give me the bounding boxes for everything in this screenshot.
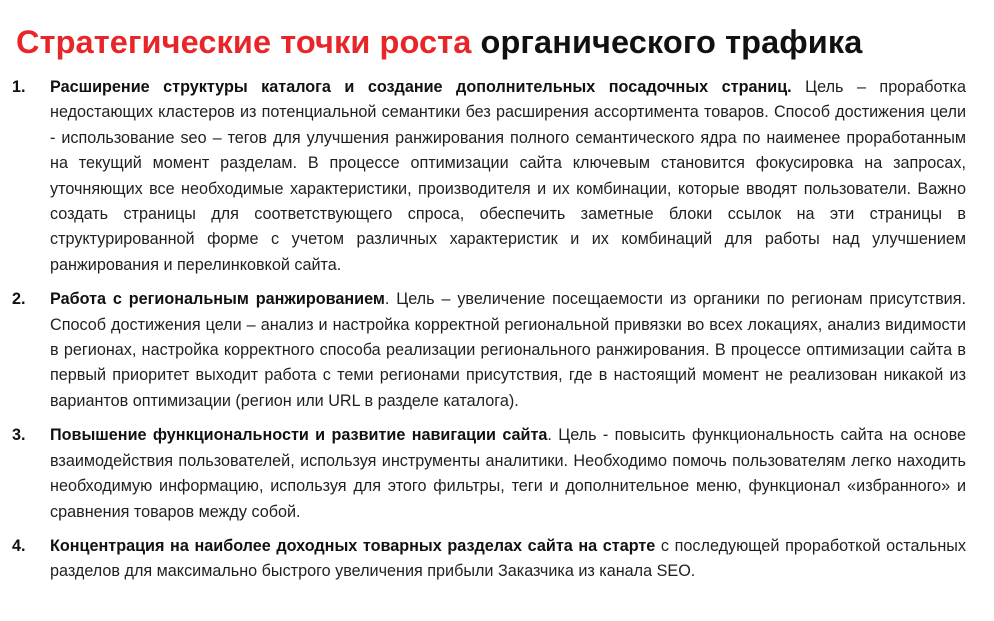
slide-title bbox=[16, 20, 862, 64]
list-item-lead: Расширение структуры каталога и создание дополнительных посадочных страниц. bbox=[50, 78, 792, 96]
slide-title-rest: органического трафика bbox=[471, 24, 863, 60]
list-item-number: 3. bbox=[12, 426, 26, 445]
list-item-lead: Работа с региональным ранжированием bbox=[50, 290, 385, 309]
list-item-2 bbox=[12, 287, 966, 414]
list-item-4 bbox=[12, 534, 966, 585]
list-item-number: 2. bbox=[12, 290, 26, 309]
list-item-number: 4. bbox=[12, 536, 26, 555]
list-item-number: 1. bbox=[12, 78, 26, 96]
list-item-1 bbox=[12, 75, 966, 278]
slide-title-accent: Стратегические точки роста bbox=[16, 24, 472, 60]
list-item-body: Цель – проработка недостающих кластеров из потенциальной семантики без расширения ассортимента товаров. Способ достижения цели - использование seo – тегов для улучшения ранжирования полного семантического ядра по наименее проработанным на текущий момент разделам. В процессе оптимизации сайта ключевым становится фокусировка на запросах, уточняющих все необходимые характеристики, производителя и их комбинации, которые вводят пользователи. Важно создать страницы для соответствующего спроса, обеспечить заметные блоки ссылок на эти страницы в структурированной форме с учетом различных характеристик и их комбинаций для работы над улучшением ранжирования и перелинковкой сайта. bbox=[50, 78, 966, 274]
growth-points-list bbox=[12, 75, 966, 594]
list-item-body: с последующей проработкой остальных разделов для максимально быстрого увеличения прибыли Заказчика из канала SEO. bbox=[50, 536, 966, 581]
list-item-body: . Цель - повысить функциональность сайта на основе взаимодействия пользователей, используя инструменты аналитики. Необходимо помочь пользователям легко находить необходимую информацию, используя для этого фильтры, теги и дополнительное меню, функционал «избранного» и сравнения товаров между собой. bbox=[50, 426, 966, 521]
list-item-3 bbox=[12, 423, 966, 525]
list-item-lead: Повышение функциональности и развитие навигации сайта bbox=[50, 426, 548, 445]
list-item-lead: Концентрация на наиболее доходных товарных разделах сайта на старте bbox=[50, 536, 656, 555]
list-item-body: . Цель – увеличение посещаемости из органики по регионам присутствия. Способ достижения цели – анализ и настройка корректной региональной привязки во всех локациях, анализ видимости в регионах, настройка корректного способа реализации регионального ранжирования. В процессе оптимизации сайта в первый приоритет выходит работа с теми регионами присутствия, где в настоящий момент не реализован никакой из вариантов оптимизации (регион или URL в разделе каталога). bbox=[50, 290, 966, 410]
